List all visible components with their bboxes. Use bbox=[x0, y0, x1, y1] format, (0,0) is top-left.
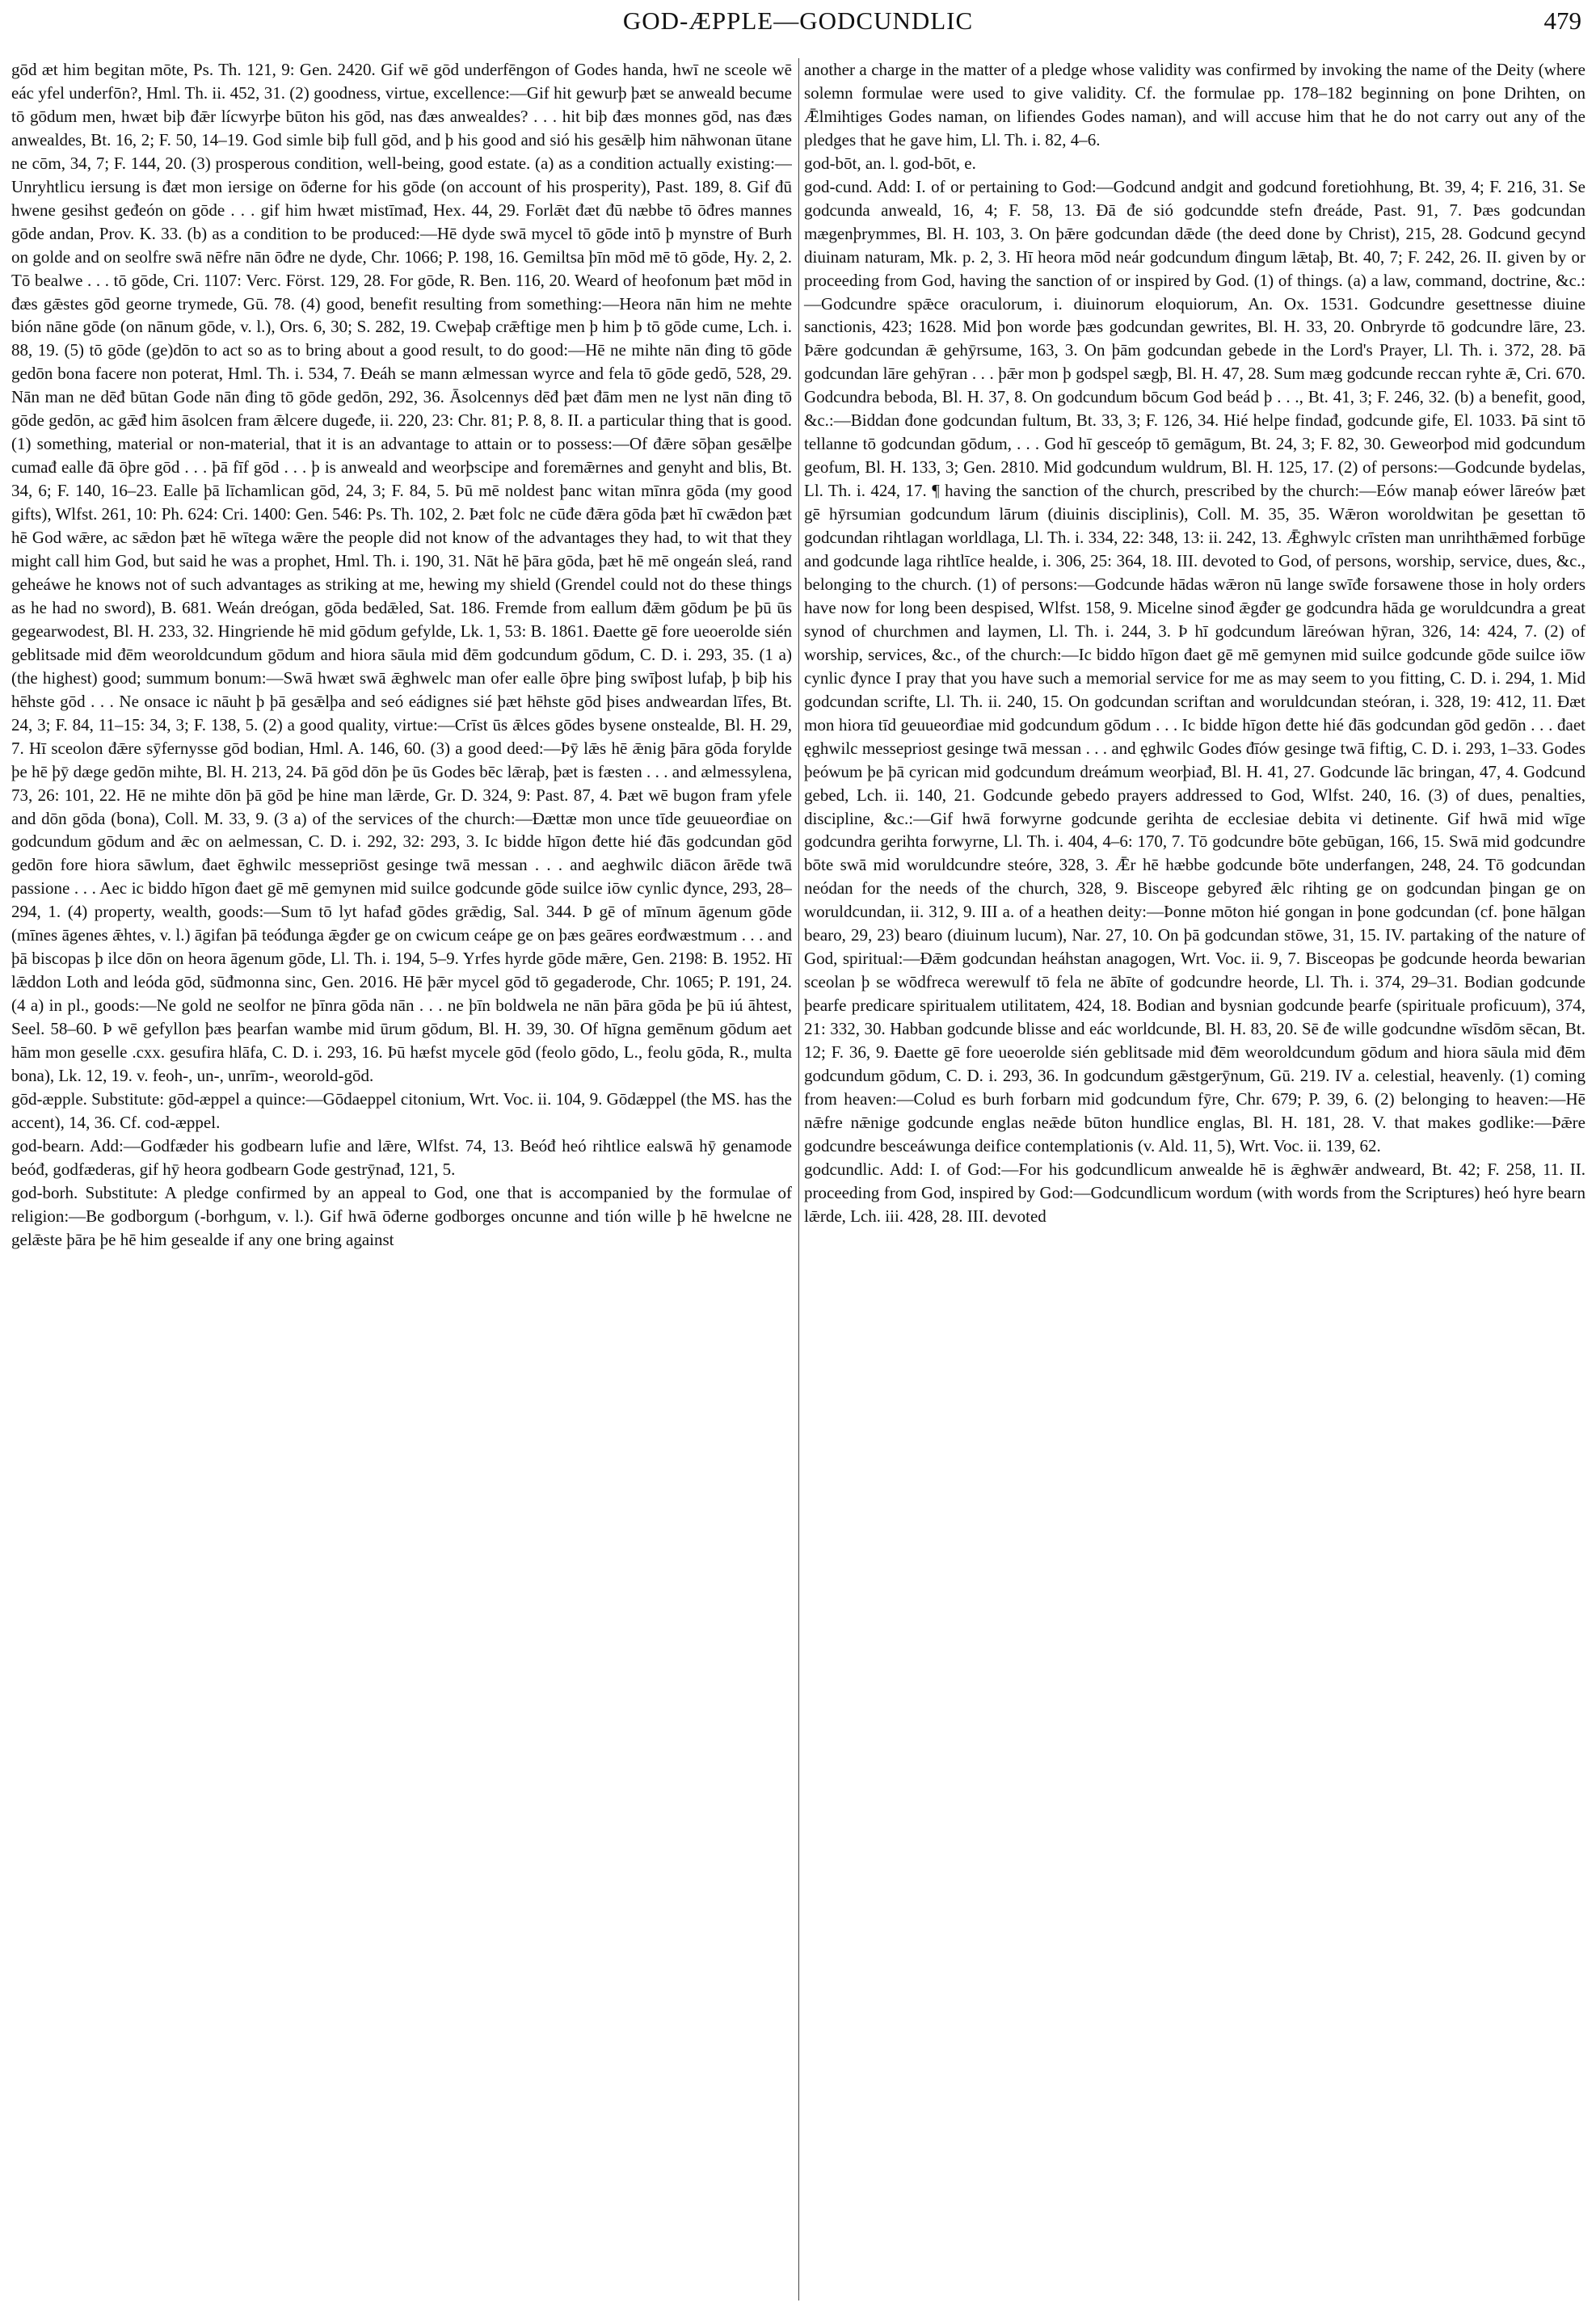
left-column bbox=[11, 58, 792, 2300]
page-header bbox=[10, 6, 1586, 40]
entry-god-continued: gōd æt him begitan mōte, Ps. Th. 121, 9: Gen. 2420. Gif wē gōd underfēngon of Godes handa, hwī ne sceole wē eác yfel underfōn?, Hml. Th. ii. 452, 31. (2) goodness, virtue, excellence:—Gif hit gewurþ þæt se anweald becume tō gōdum men, hwæt biþ đǣr lícwyrþe būton his gōd, nas đæs anwealdes? . . . hit biþ đæs monnes gōd, nas đæs anwealdes, Bt. 16, 2; F. 50, 14–19. God simle biþ full gōd, and þ his good and sió his gesǣlþ him nāhwonan ūtane ne cōm, 34, 7; F. 144, 20. (3) prosperous condition, well-being, good estate. (a) as a condition actually existing:—Unryhtlicu iersung is đæt mon iersige on ōđerne for his gōde (on account of his prosperity), Past. 189, 8. Gif đū hwene gesihst geđeón on gōde . . . gif him hwæt mistīmađ, Hex. 44, 29. Forlǣt đæt đū næbbe tō ōđres mannes gōde andan, Prov. K. 33. (b) as a condition to be produced:—Hē dyde swā mycel tō gōde intō þ mynstre of Burh on golde and on seolfre swā nēfre nān ōđre ne dyde, Chr. 1066; P. 198, 16. Gemiltsa þīn mōd mē tō gōde, Hy. 2, 2. Tō bealwe . . . tō gōde, Cri. 1107: Verc. Först. 129, 28. For gōde, R. Ben. 116, 20. Weard of heofonum þæt mōd in đæs gǣstes gōd georne trymede, Gū. 78. (4) good, benefit resulting from something:—Heora nān him ne mehte bión nāne gōde (on nānum gōde, v. l.), Ors. 6, 30; S. 282, 19. Cweþaþ crǣftige men þ him þ tō gōde cume, Lch. i. 88, 19. (5) tō gōde (ge)dōn to act so as to bring about a good result, to do good:—Hē ne mihte nān đing tō gōde gedōn bona facere non poterat, Hml. Th. i. 534, 7. Đeáh se mann ælmessan wyrce and fela tō gōde gedō, 528, 29. Nān man ne dēđ būtan Gode nān đing tō gōde gedōn, 292, 36. Āsolcennys dēđ þæt đām men ne lyst nān đing tō gōde gedōn, ac gǣđ him āsolcen fram ǣlcere dugeđe, ii. 220, 23: Chr. 81; P. 8, 8. II. a particular thing that is good. (1) something, material or non-material, that it is an advantage to attain or to possess:—Of đǣre sōþan gesǣlþe cumađ ealle đā ōþre gōd . . . þā fīf gōd . . . þ is anweald and weorþscipe and foremǣrnes and genyht and blis, Bt. 34, 6; F. 140, 16–23. Ealle þā līchamlican gōd, 24, 3; F. 84, 5. Þū mē noldest þanc witan mīnra gōda (my good gifts), Wlfst. 261, 10: Ph. 624: Cri. 1400: Gen. 546: Ps. Th. 102, 2. Þæt folc ne cūđe đǣra gōda þæt hī cwǣdon þæt hē God wǣre, ac sǣdon þæt hē wītega wǣre the people did not know of the advantages they had, to wit that they might call him God, but said he was a prophet, Hml. Th. i. 190, 31. Nāt hē þāra gōda, þæt hē mē ongeán sleá, rand geheáwe he knows not of such advantages as striking at me, hewing my shield (Grendel could not do these things as he had no sword), B. 681. Weán dreógan, gōda bedǣled, Sat. 186. Fremde from eallum đǣm gōdum þe þū ūs gegearwodest, Bl. H. 233, 32. Hingriende hē mid gōdum gefylde, Lk. 1, 53: B. 1861. Đaette gē fore ueoerolde sién geblitsade mid đēm weoroldcundum gōdum and hiora sāula mid đēm godcundum gōdum, C. D. i. 293, 35. (1 a) (the highest) good; summum bonum:—Swā hwæt swā ǣghwelc man ofer ealle ōþre þing swīþost lufaþ, þ biþ his hēhste gōd . . . Ne onsace ic nāuht þ þā gesǣlþa and seó eádignes sié þæt hēhste gōd þises andweardan līfes, Bt. 24, 3; F. 84, 11–15: 34, 3; F. 138, 5. (2) a good quality, virtue:—Crīst ūs ǣlces gōdes bysene onstealde, Bl. H. 29, 7. Hī sceolon đǣre sȳfernysse gōd bodian, Hml. A. 146, 60. (3) a good deed:—Þȳ lǣs hē ǣnig þāra gōda forylde þe hē þȳ dæge gedōn mihte, Bl. H. 213, 24. Þā gōd dōn þe ūs Godes bēc lǣraþ, þæt is fæsten . . . and ælmessylena, 73, 26: 101, 22. Hē ne mihte dōn þā gōd þe hine man lǣrde, Gr. D. 324, 9: Past. 87, 4. Þæt wē bugon fram yfele and dōn gōda (bona), Coll. M. 33, 9. (3 a) of the services of the church:—Đættæ mon unce tīde geuueorđiae on godcundum gōdum and ǣc on aelmessan, C. D. i. 292, 32: 293, 3. Ic bidde hīgon đette hié đās godcundan gōd gedōn fore hiora sāwlum, đaet ēghwilc messepriōst gesinge twā messan . . . and aeghwilc diācon ārēde twā passione . . . Aec ic biddo hīgon đaet gē mē gemynen mid suilce godcunde gōde suilce iōw cynlic đynce, 293, 28–294, 1. (4) property, wealth, goods:—Sum tō lyt hafađ gōdes grǣdig, Sal. 344. Þ gē of mīnum āgenum gōde (mīnes āgenes ǣhtes, v. l.) āgifan þā teóđunga ǣgđer ge on cwicum ceápe ge on þæs geāres eorđwæstmum . . . and þā biscopas þ ilce dōn on heora āgenum gōde, Ll. Th. i. 194, 5–9. Yrfes hyrde gōde mǣre, Gen. 2198: B. 1952. Hī lǣddon Loth and leóda gōd, sūđmonna sinc, Gen. 2016. Hē þǣr mycel gōd tō gegaderode, Chr. 1065; P. 191, 24. (4 a) in pl., goods:—Ne gold ne seolfor ne þīnra gōda nān . . . ne þīn boldwela ne nān þāra gōda þe þū iú āhtest, Seel. 58–60. Þ wē gefyllon þæs þearfan wambe mid ūrum gōdum, Bl. H. 39, 30. Of hīgna gemēnum gōdum aet hām mon geselle .cxx. gesufira hlāfa, C. D. i. 293, 16. Þū hæfst mycele gōd (feolo gōdo, L., feolu gōda, R., multa bona), Lk. 12, 19. v. feoh-, un-, unrīm-, weorold-gōd. bbox=[11, 60, 792, 1085]
entry-god-bearn: god-bearn. Add:—Godfæder his godbearn lufie and lǣre, Wlfst. 74, 13. Beóđ heó rihtlice ealswā hȳ genamode beóđ, godfæderas, gif hȳ heora godbearn Gode gestrȳnađ, 121, 5. bbox=[11, 1135, 792, 1179]
entry-god-bot: god-bōt, an. l. god-bōt, e. bbox=[804, 153, 976, 173]
right-column bbox=[798, 58, 1585, 2300]
entry-godcundlic: godcundlic. Add: I. of God:—For his godcundlicum anwealde hē is ǣghwǣr andweard, Bt. 42; F. 258, 11. II. proceeding from God, inspired by God:—Godcundlicum wordum (with words from the Scriptures) heó hyre bearn lǣrde, Lch. iii. 428, 28. III. devoted bbox=[804, 1159, 1585, 1226]
entry-god-aepple: gōd-æpple. Substitute: gōd-æppel a quince:—Gōdaeppel citonium, Wrt. Voc. ii. 104, 9. Gōdæppel (the MS. has the accent), 14, 36. Cf. cod-æppel. bbox=[11, 1088, 792, 1132]
page-number: 479 bbox=[1543, 6, 1581, 35]
entry-god-cund: god-cund. Add: I. of or pertaining to God:—Godcund andgit and godcund foretiohhung, Bt. 39, 4; F. 216, 31. Se godcunda anweald, 16, 4; F. 58, 13. Đā đe sió godcundde stefn đreáde, Past. 91, 7. Þæs godcundan mægenþrymmes, Bl. H. 103, 3. On þǣre godcundan dǣde (the deed done by Christ), 215, 28. Godcund gecynd diuinam naturam, Mk. p. 2, 3. Hī heora mōd neár godcundum đingum lǣtaþ, Bt. 40, 7; F. 242, 26. II. given by or proceeding from God, having the sanction of or inspired by God. (1) of things. (a) a law, command, doctrine, &c.:—Godcundre spǣce oraculorum, i. diuinorum eloquiorum, An. Ox. 1531. Godcundre gesettnesse diuine sanctionis, 423; 1628. Mid þon worde þæs godcundan gewrites, Bl. H. 33, 20. Onbryrde tō godcundre lāre, 23. Þǣre godcundan ǣ gehȳrsume, 163, 3. On þām godcundan gebede in the Lord's Prayer, Ll. Th. i. 372, 28. Þā godcundan lāre gehȳran . . . þǣr mon þ godspel sægþ, Bl. H. 47, 28. Sum mæg godcunde reccan ryhte ǣ, Cri. 670. Godcundra beboda, Bl. H. 37, 8. On godcundum bōcum God beád þ . . ., Bt. 41, 3; F. 246, 32. (b) a benefit, good, &c.:—Biddan đone godcundan fultum, Bt. 33, 3; F. 126, 34. Hié helpe findađ, godcunde gife, El. 1033. Þā sint tō tellanne tō godcundan gōdum, . . . God hī gesceóp tō gemāgum, Bt. 24, 3; F. 82, 30. Geweorþod mid godcundum geofum, Bl. H. 133, 3; Gen. 2810. Mid godcundum wuldrum, Bl. H. 125, 17. (2) of persons:—Godcunde bydelas, Ll. Th. i. 424, 17. ¶ having the sanction of the church, prescribed by the church:—Eów manaþ eówer lāreów þæt gē hȳrsumian godcundum lārum (diuinis disciplinis), Coll. M. 35, 35. Wǣron woroldwitan þe gesettan tō godcundan rihtlagan worldlaga, Ll. Th. i. 334, 22: 348, 13: ii. 242, 13. Ǣghwylc crīsten man unrihthǣmed forbūge and godcunde laga rihtlīce healde, i. 306, 25: 364, 18. III. devoted to God, of persons, worship, service, dues, &c., belonging to the church. (1) of persons:—Godcunde hādas wǣron nū lange swīđe forsawene those in holy orders have now for long been despised, Wlfst. 158, 9. Micelne sinođ ǣgđer ge godcundra hāda ge woruldcundra a great synod of churchmen and laymen, Ll. Th. i. 244, 3. Þ hī godcundum lāreówan hȳran, 326, 14: 424, 7. (2) of worship, services, &c., of the church:—Ic biddo hīgon đaet gē mē gemynen mid suilce godcunde gōde suilce iōw cynlic đynce I pray that you have such a memorial service for me as may seem to you fitting, C. D. i. 294, 1. Mid godcundan scrifte, Ll. Th. ii. 240, 15. On godcundan scriftan and woruldcundan steóran, i. 328, 19: 412, 11. Đæt mon hiora tīd geuueorđiae mid godcundum gōdum . . . Ic bidde hīgon đette hié đās godcundan gōd gedōn . . . đaet ęghwilc messepriost gesinge twā messan . . . and ęghwilc Godes đīów gesinge twā fiftig, C. D. i. 293, 1–33. Godes þeówum þe þā cyrican mid godcundum dreámum weorþiađ, Bl. H. 41, 27. Godcunde lāc bringan, 47, 4. Godcund gebed, Lch. ii. 140, 21. Godcunde gebedo prayers addressed to God, Wlfst. 240, 16. (3) of dues, penalties, discipline, &c.:—Gif hwā forwyrne godcunde gerihta de ecclesiae debita vi detinente. Gif hwā mid wīge godcundra gerihta forwyrne, Ll. Th. i. 404, 4–6: 170, 7. Tō godcundre bōte gebūgan, 166, 15. Swā mid godcundre bōte swā mid woruldcundre steóre, 328, 3. Ǣr hē hæbbe godcunde bōte underfangen, 248, 24. Tō godcundan neódan for the needs of the church, 328, 9. Bisceope gebyređ ǣlc rihting ge on godcundan þingan ge on woruldcundan, ii. 312, 9. III a. of a heathen deity:—Þonne mōton hié gongan in þone godcundan (cf. þone hālgan bearo, 29, 23) bearo (diuinum lucum), Nar. 27, 10. On þā godcundan stōwe, 31, 15. IV. partaking of the nature of God, spiritual:—Đǣm godcundan heáhstan anagogen, Wrt. Voc. ii. 9, 7. Bisceopas þe godcunde heorda bewarian sceolan þ se wōdfreca werewulf tō fela ne ābīte of godcundre heorde, Ll. Th. i. 374, 29–31. Bodian godcunde þearfe predicare spiritualem utilitatem, 424, 18. Bodian and bysnian godcunde þearfe (spirituale proficuum), 374, 21: 332, 30. Habban godcunde blisse and eác worldcunde, Bl. H. 83, 20. Sē đe wille godcundne wīsdōm sēcan, Bt. 12; F. 36, 9. Đaette gē fore ueoerolde sién geblitsade mid đēm weoroldcundum gōdum and hiora sāula mid đēm godcundum gōdum, C. D. i. 293, 36. In godcundum gǣstgerȳnum, Gū. 219. IV a. celestial, heavenly. (1) coming from heaven:—Colud es burh forbarn mid godcundum fȳre, Chr. 679; P. 39, 6. (2) belonging to heaven:—Hē nǣfre nǣnige godcunde englas neǣde būton hundlice englas, Bl. H. 181, 28. V. that makes godlike:—Þǣre godcundre besceáwunga deifice contemplationis (v. Ald. 11, 5), Wrt. Voc. ii. 139, 62. bbox=[804, 176, 1585, 1156]
entry-god-borh-continued: another a charge in the matter of a pledge whose validity was confirmed by invoking the name of the Deity (where solemn formulae were used to give validity. Cf. the formulae pp. 178–182 beginning on þone Drihten, on Ǣlmihtiges Godes naman, on lifiendes Godes naman), and will accuse him that he do not carry out any of the pledges that he gave him, Ll. Th. i. 82, 4–6. bbox=[804, 60, 1585, 149]
running-title: GOD-ÆPPLE—GODCUNDLIC bbox=[622, 6, 974, 35]
entry-god-borh: god-borh. Substitute: A pledge confirmed by an appeal to God, one that is accompanied by the formulae of religion:—Be godborgum (-borhgum, v. l.). Gif hwā ōđerne godborges oncunne and tión wille þ hē hwelcne ne gelǣste þāra þe hē him gesealde if any one bring against bbox=[11, 1182, 792, 1249]
